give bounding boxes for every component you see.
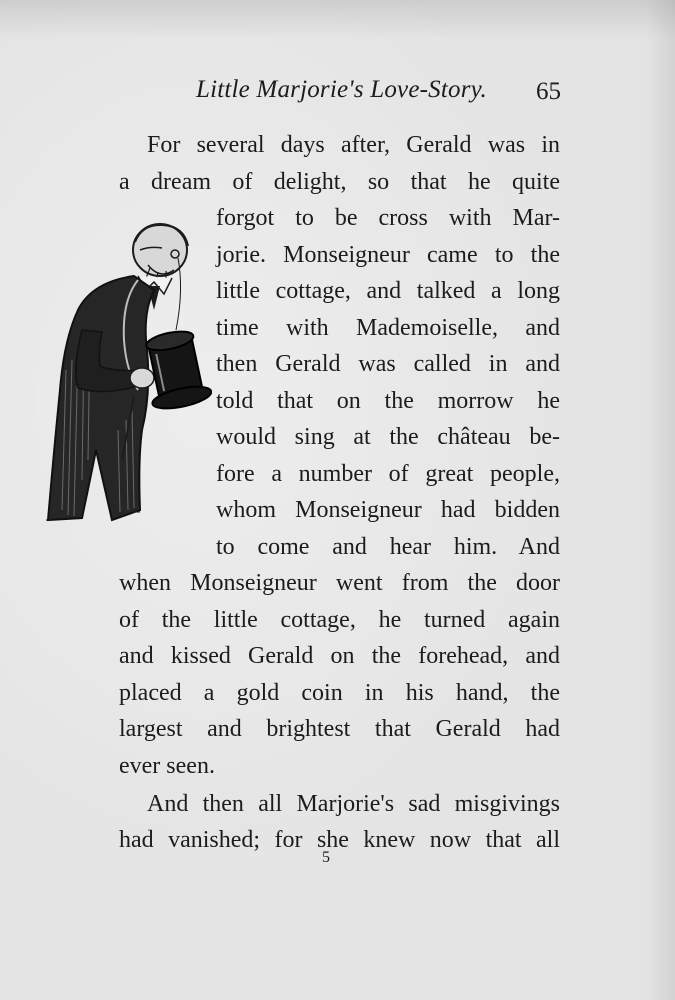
page-shadow-top [0,0,675,40]
text-line: and kissed Gerald on the forehead, and [119,643,560,669]
running-title: Little Marjorie's Love-Story. [196,76,487,103]
signature-mark: 5 [322,849,330,866]
text-line: little cottage, and talked a long [216,278,560,304]
text-line: ever seen. [119,753,215,779]
text-line: whom Monseigneur had bidden [216,497,560,523]
text-line: then Gerald was called in and [216,351,560,377]
text-line: told that on the morrow he [216,388,560,414]
text-line: jorie. Monseigneur came to the [216,242,560,268]
text-line: time with Mademoiselle, and [216,315,560,341]
text-line: would sing at the château be- [216,424,560,450]
text-line: placed a gold coin in his hand, the [119,680,560,706]
text-line: largest and brightest that Gerald had [119,716,560,742]
text-line: fore a number of great people, [216,461,560,487]
text-line: a dream of delight, so that he quite [119,169,560,195]
text-line: of the little cottage, he turned again [119,607,560,633]
text-line: And then all Marjorie's sad misgivings [147,791,560,817]
page-number: 65 [536,78,561,105]
text-line: had vanished; for she knew now that all [119,827,560,853]
text-line: forgot to be cross with Mar- [216,205,560,231]
text-line: when Monseigneur went from the door [119,570,560,596]
page-shadow-right [645,0,675,1000]
gentleman-with-top-hat-icon [42,220,212,530]
text-line: to come and hear him. And [216,534,560,560]
text-line: For several days after, Gerald was in [147,132,560,158]
